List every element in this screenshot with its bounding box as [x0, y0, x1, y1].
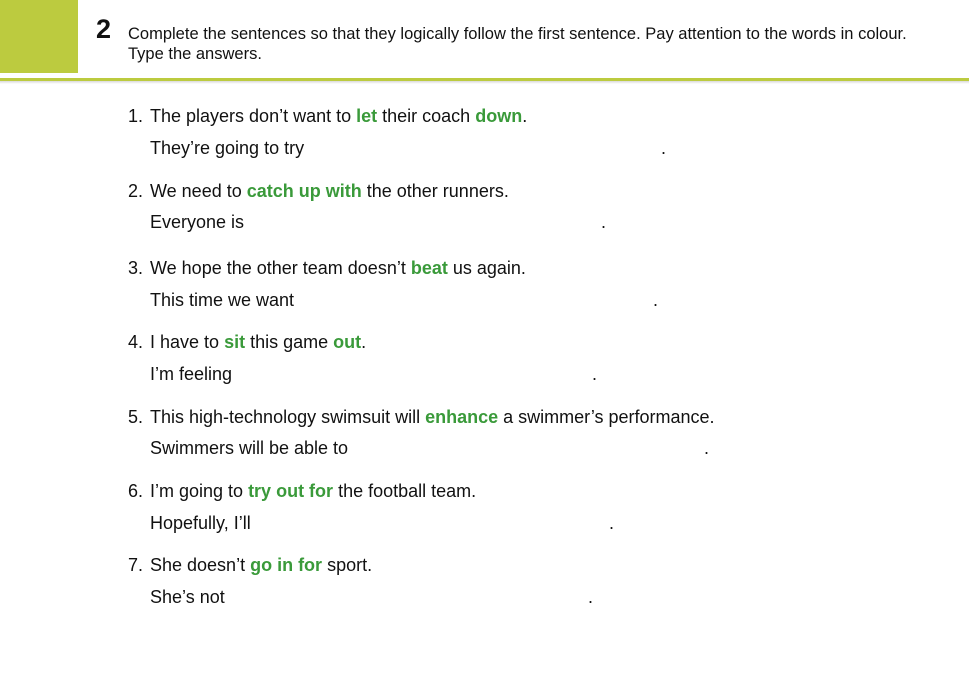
item-number: 5. [128, 407, 144, 427]
sentence-period: . [609, 513, 615, 533]
sentence-text: . [361, 332, 367, 352]
item-sentence [150, 258, 526, 279]
keyword: down [475, 106, 523, 126]
answer-input[interactable] [232, 363, 590, 387]
sentence-text: I’m going to [150, 481, 249, 501]
sentence-period: . [588, 587, 594, 607]
item-prompt: Everyone is [150, 212, 245, 232]
item-sentence [150, 555, 372, 576]
sentence-text: a swimmer’s performance. [498, 407, 715, 427]
item-number: 3. [128, 258, 144, 278]
exercise-number: 2 [96, 14, 112, 44]
item-sentence [150, 407, 715, 428]
keyword: beat [410, 258, 448, 278]
sentence-text: their coach [377, 106, 476, 126]
keyword: let [356, 106, 378, 126]
answer-input[interactable] [302, 137, 658, 161]
keyword: enhance [425, 407, 499, 427]
item-number: 6. [128, 481, 144, 501]
exercise-header [0, 0, 969, 84]
item-prompt: They’re going to try [150, 138, 305, 158]
sentence-text: us again. [447, 258, 526, 278]
sentence-text: The players don’t want to [150, 106, 357, 126]
item-sentence [150, 181, 509, 202]
keyword: try out for [248, 481, 334, 501]
sentence-period: . [592, 364, 598, 384]
item-sentence [150, 106, 527, 127]
sentence-period: . [661, 138, 667, 158]
exercise-instruction: Complete the sentences so that they logically follow the first sentence. Pay attention to the words in colour. Type the answers. [128, 25, 907, 63]
item-prompt: This time we want [150, 290, 295, 310]
answer-input[interactable] [229, 586, 585, 610]
sentence-text: the other runners. [361, 181, 509, 201]
sentence-text: She doesn’t [150, 555, 251, 575]
answer-input[interactable] [346, 437, 700, 461]
answer-input[interactable] [242, 211, 598, 235]
sentence-text: this game [245, 332, 334, 352]
sentence-text: sport. [322, 555, 373, 575]
answer-input[interactable] [250, 512, 606, 536]
keyword: go in for [250, 555, 323, 575]
sentence-period: . [653, 290, 659, 310]
item-sentence [150, 332, 366, 353]
item-prompt: I’m feeling [150, 364, 233, 384]
answer-input[interactable] [296, 289, 650, 313]
sentence-period: . [704, 438, 710, 458]
item-number: 2. [128, 181, 144, 201]
keyword: catch up with [246, 181, 362, 201]
sentence-text: This high-technology swimsuit will [150, 407, 426, 427]
sentence-text: I have to [150, 332, 225, 352]
keyword: out [333, 332, 362, 352]
sentence-text: the football team. [333, 481, 477, 501]
item-number: 7. [128, 555, 144, 575]
sentence-text: . [522, 106, 528, 126]
sentence-period: . [601, 212, 607, 232]
item-number: 1. [128, 106, 144, 126]
item-prompt: Swimmers will be able to [150, 438, 349, 458]
sentence-text: We need to [150, 181, 247, 201]
item-prompt: Hopefully, I’ll [150, 513, 251, 533]
header-color-block [0, 0, 78, 73]
keyword: sit [224, 332, 246, 352]
sentence-text: We hope the other team doesn’t [150, 258, 411, 278]
item-sentence [150, 481, 476, 502]
item-number: 4. [128, 332, 144, 352]
header-divider-shadow [0, 81, 969, 84]
item-prompt: She’s not [150, 587, 225, 607]
